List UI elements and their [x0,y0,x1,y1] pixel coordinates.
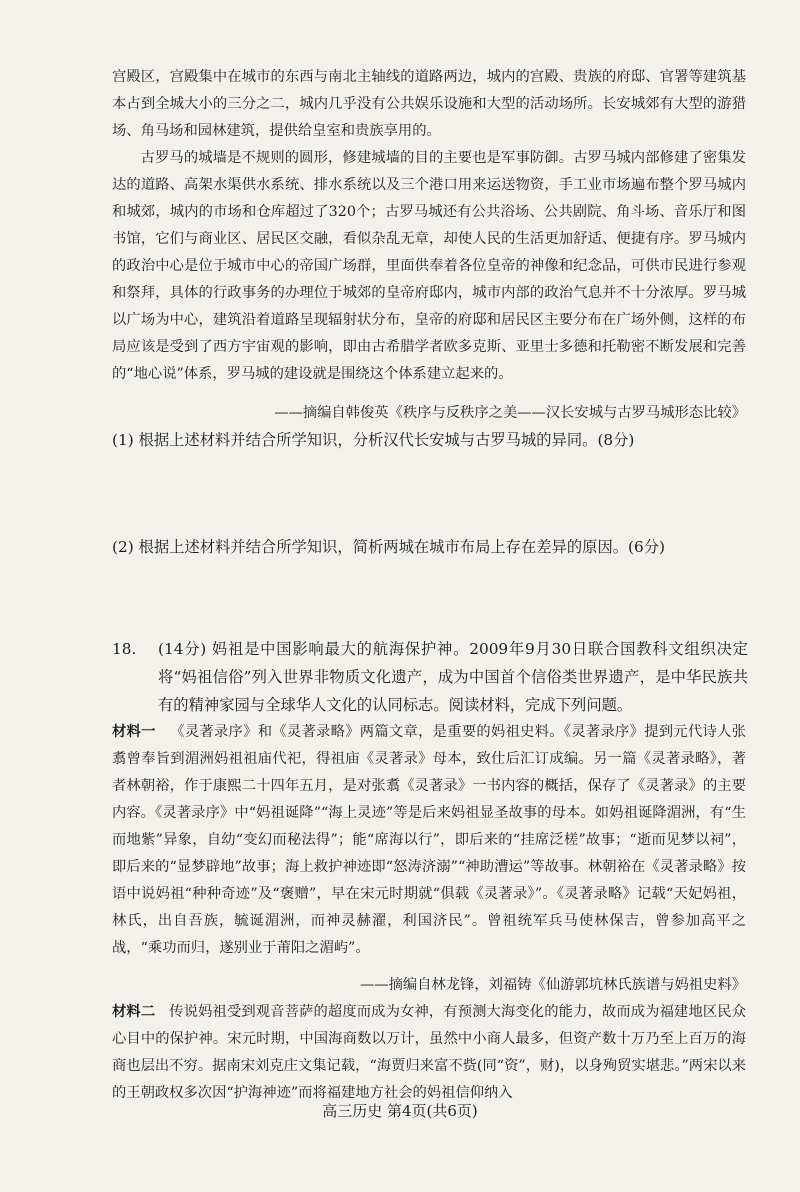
material-1-source: ——摘编自林龙锋，刘福铸《仙游郭坑林氏族谱与妈祖史料》 [359,977,746,993]
rome-paragraph: 古罗马的城墙是不规则的圆形，修建城墙的目的主要也是军事防御。古罗马城内部修建了密集发达的道路、高架水渠供水系统、排水系统以及三个港口用来运送物资，手工业市场遍布整个罗马城内和城郊，城内的市场和仓库超过了320个；古罗马城还有公共浴场、公共剧院、角斗场、音乐厅和图书馆，它们与商业区、居民区交融，看似杂乱无章，却使人民的生活更加舒适、便捷有序。罗马城内的政治中心是位于城市中心的帝国广场群，里面供奉着各位皇帝的神像和纪念品，可供市民进行参观和祭拜，具体的行政事务的办理位于城郊的皇帝府邸内，城市内部的政治气息并不十分浓厚。罗马城以广场为中心，建筑沿着道路呈现辐射状分布，皇帝的府邸和居民区主要分布在广场外侧，这样的布局应该是受到了西方宇宙观的影响，即由古希腊学者欧多克斯、亚里士多德和托勒密不断发展和完善的“地心说”体系，罗马城的建设就是围绕这个体系建立起来的。 [112,150,746,382]
page-footer: 高三历史 第4页(共6页) [322,1102,478,1120]
intro-paragraph: 宫殿区，宫殿集中在城市的东西与南北主轴线的道路两边，城内的宫殿、贵族的府邸、官署等建筑基本占到全城大小的三分之二，城内几乎没有公共娱乐设施和大型的活动场所。长安城郊有大型的游猎场、角马场和园林建筑，提供给皇室和贵族享用的。 [112,69,746,139]
question-18-intro [112,635,748,719]
source-citation: ——摘编自韩俊英《秩序与反秩序之美——汉长安城与古罗马城形态比较》 [274,405,746,421]
material-2-label: 材料二 [112,1004,156,1020]
question-number: 18. [112,640,137,658]
material-2-text: 传说妈祖受到观音菩萨的超度而成为女神，有预测大海变化的能力，故而成为福建地区民众心目中的保护神。宋元时期，中国海商数以万计，虽然中小商人最多，但资产数十万乃至上百万的海商也层出不穷。据南宋刘克庄文集记载，“海贾归来富不赀(同“资”，财)，以身殉贸实堪悲。”两宋以来的王朝政权多次因“护海神迹”而将福建地方社会的妈祖信仰纳入 [112,1004,746,1101]
question-1: (1) 根据上述材料并结合所学知识，分析汉代长安城与古罗马城的异同。(8分) [112,431,635,449]
material-2 [112,999,746,1107]
material-1-text: 《灵著录序》和《灵著录略》两篇文章，是重要的妈祖史料。《灵著录序》提到元代诗人张翥曾奉旨到湄洲妈祖祖庙代祀，得祖庙《灵著录》母本，致仕后汇订成编。另一篇《灵著录略》，著者林朝裕，作于康熙二十四年五月，是对张翥《灵著录》一书内容的概括，保存了《灵著录》的主要内容。《灵著录序》中“妈祖诞降”“海上灵迹”等是后来妈祖显圣故事的母本。如妈祖诞降湄洲，有“生而地紫”异象，自幼“变幻而秘法得”；能“席海以行”，即后来的“挂席泛槎”故事；“逝而见梦以祠”，即后来的“显梦辟地”故事；海上救护神迹即“怒涛济溺”“神助漕运”等故事。林朝裕在《灵著录略》按语中说妈祖“种种奇迹”及“褒赠”，早在宋元时期就“俱载《灵著录》”。《灵著录略》记载“天妃妈祖，林氏，出自吾族，毓诞湄洲，而神灵赫濯，利国济民”。曾祖统军兵马使林保吉，曾参加高平之战，“乘功而归，遂别业于莆阳之湄屿”。 [112,724,746,956]
question-2: (2) 根据上述材料并结合所学知识，简析两城在城市布局上存在差异的原因。(6分) [112,538,665,556]
material-1-label: 材料一 [112,724,156,740]
question-18-text: (14分) 妈祖是中国影响最大的航海保护神。2009年9月30日联合国教科文组织决定将“妈祖信俗”列入世界非物质文化遗产，成为中国首个信俗类世界遗产，是中华民族共有的精神家园与全球华人文化的认同标志。阅读材料，完成下列问题。 [158,640,748,714]
material-1 [112,719,746,962]
